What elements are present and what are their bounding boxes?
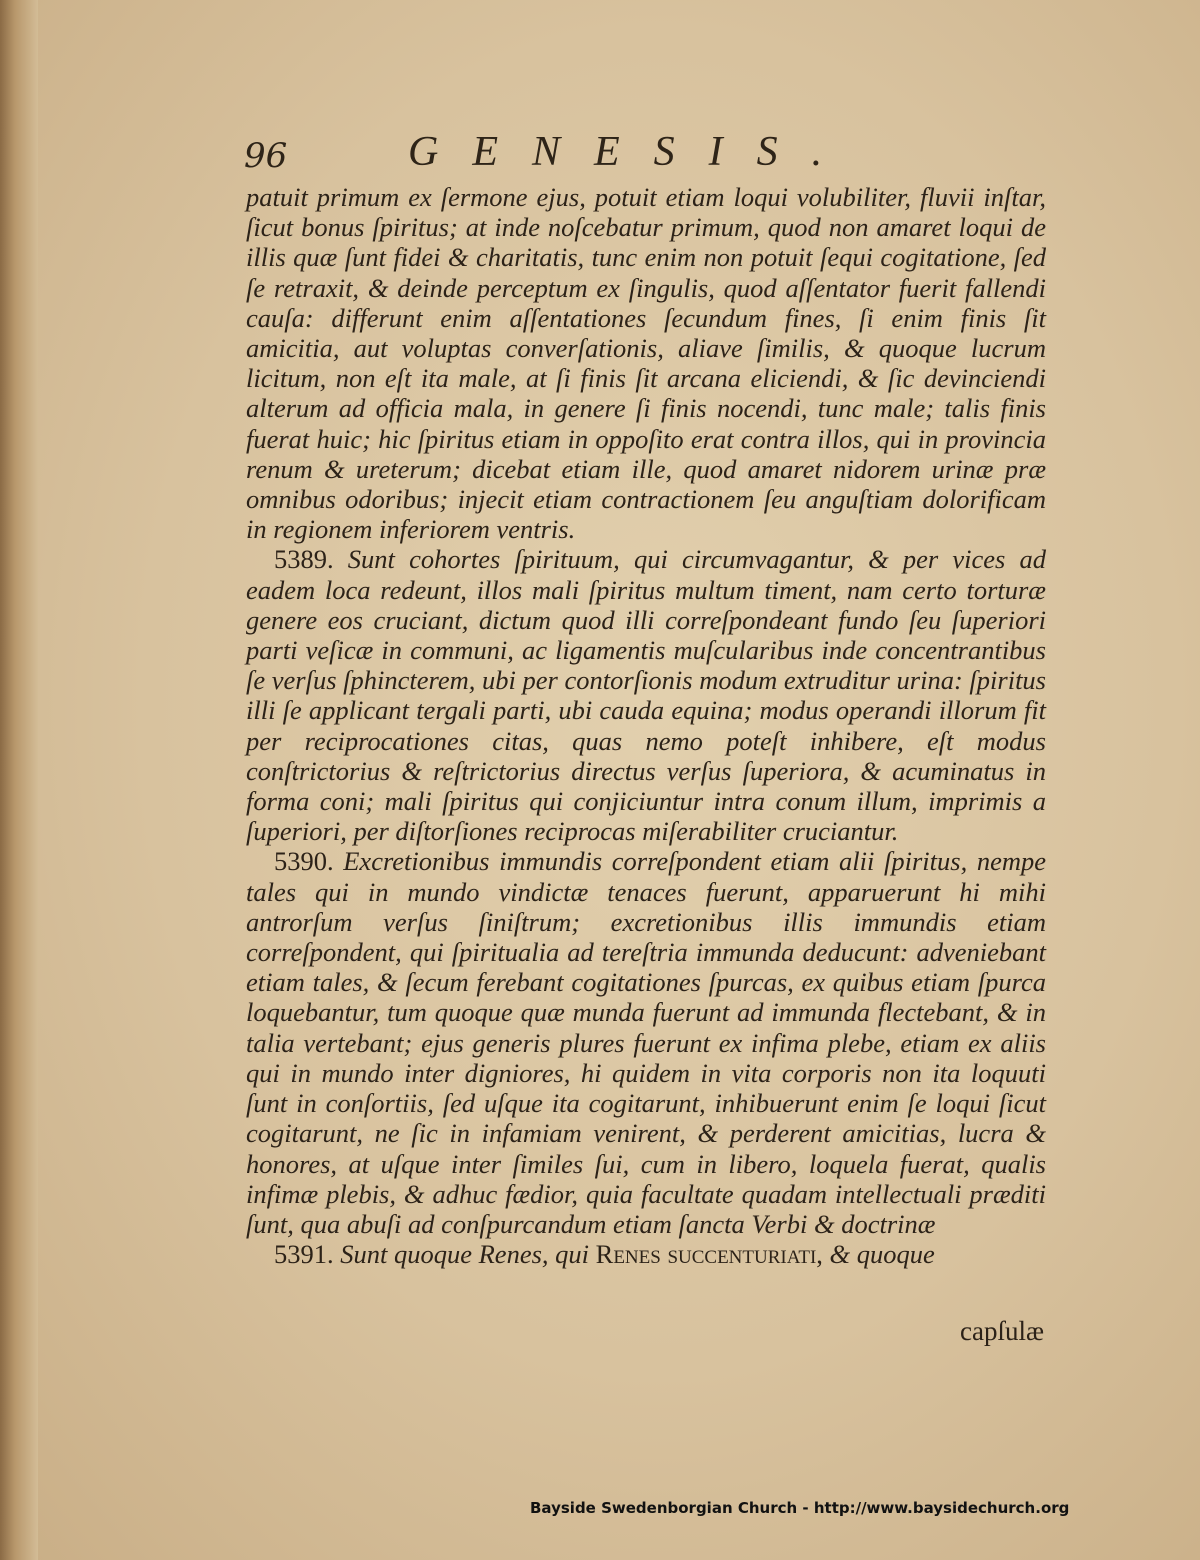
running-title: GENESIS. — [408, 129, 857, 175]
paragraph-5390 — [246, 846, 1046, 1239]
text-block — [246, 182, 1046, 1269]
catchword: capſulæ — [960, 1316, 1044, 1346]
paragraph-5391 — [246, 1239, 1046, 1269]
paragraph-text-tail: & quoque — [829, 1239, 935, 1270]
footer-credit: Bayside Swedenborgian Church - http://www.baysidechurch.org — [530, 1499, 1070, 1517]
paragraph-number: 5390. — [274, 846, 334, 877]
continuation-paragraph: patuit primum ex ſermone ejus, potuit etiam loqui volubiliter, fluvii inſtar, ſicut bonus ſpiritus; at inde noſcebatur primum, quod non amaret loqui de illis quæ ſunt fidei & charitatis, tunc enim non potuit ſequi cogitatione, ſed ſe retraxit, & deinde perceptum ex ſingulis, quod aſſentator fuerit fallendi cauſa: differunt enim aſſentationes ſecundum fines, ſi enim finis ſit amicitia, aut voluptas converſationis, aliave ſimilis, & quoque lucrum licitum, non eſt ita male, at ſi finis ſit arcana eliciendi, & ſic devinciendi alterum ad officia mala, in genere ſi finis nocendi, tunc male; talis finis fuerat huic; hic ſpiritus etiam in oppoſito erat contra illos, qui in provincia renum & ureterum; dicebat etiam ille, quod amaret nidorem urinæ præ omnibus odoribus; injecit etiam contractionem ſeu anguſtiam dolorificam in regionem inferiorem ventris. — [246, 182, 1046, 545]
paragraph-number: 5389. — [274, 544, 334, 575]
small-caps-term: Renes succenturiati, — [595, 1239, 823, 1270]
paragraph-5389 — [246, 544, 1046, 846]
page-gutter — [0, 0, 38, 1560]
paragraph-text: Sunt quoque Renes, qui — [340, 1239, 590, 1270]
page-number: 96 — [244, 136, 288, 176]
paragraph-number: 5391. — [274, 1239, 334, 1270]
paragraph-text: Excretionibus immundis correſpondent etiam alii ſpiritus, nempe tales qui in mundo vindictæ tenaces fuerunt, apparuerunt hi mihi antrorſum verſus ſiniſtrum; excretionibus illis immundis etiam correſpondent, qui ſpiritualia ad tereſtria immunda deducunt: adveniebant etiam tales, & ſecum ferebant cogitationes ſpurcas, ex quibus etiam ſpurca loquebantur, tum quoque quæ munda fuerunt ad immunda flectebant, & in talia vertebant; ejus generis plures fuerunt ex infima plebe, etiam ex aliis qui in mundo inter digniores, hi quidem in vita corporis non ita loquuti ſunt in conſortiis, ſed uſque ita cogitarunt, inhibuerunt enim ſe loqui ſicut cogitarunt, ne ſic in infamiam venirent, & perderent amicitias, lucra & honores, at uſque inter ſimiles ſui, cum in libero, loquela fuerat, qualis infimæ plebis, & adhuc fædior, quia facultate quadam intellectuali præditi ſunt, qua abuſi ad conſpurcandum etiam ſancta Verbi & doctrinæ — [246, 846, 1046, 1239]
paragraph-text: Sunt cohortes ſpirituum, qui circumvagantur, & per vices ad eadem loca redeunt, illos mali ſpiritus multum timent, nam certo torturæ genere eos cruciant, dictum quod illi correſpondeant fundo ſeu ſuperiori parti veſicæ in communi, ac ligamentis muſcularibus inde concentrantibus ſe verſus ſphincterem, ubi per contorſionis modum extruditur urina: ſpiritus illi ſe applicant tergali parti, ubi cauda equina; modus operandi illorum fit per reciprocationes citas, quas nemo poteſt inhibere, eſt modus conſtrictorius & reſtrictorius directus verſus ſuperiora, & acuminatus in forma coni; mali ſpiritus qui conjiciuntur intra conum illum, imprimis a ſuperiori, per diſtorſiones reciprocas miſerabiliter cruciantur. — [246, 544, 1047, 847]
page-header — [240, 128, 920, 176]
